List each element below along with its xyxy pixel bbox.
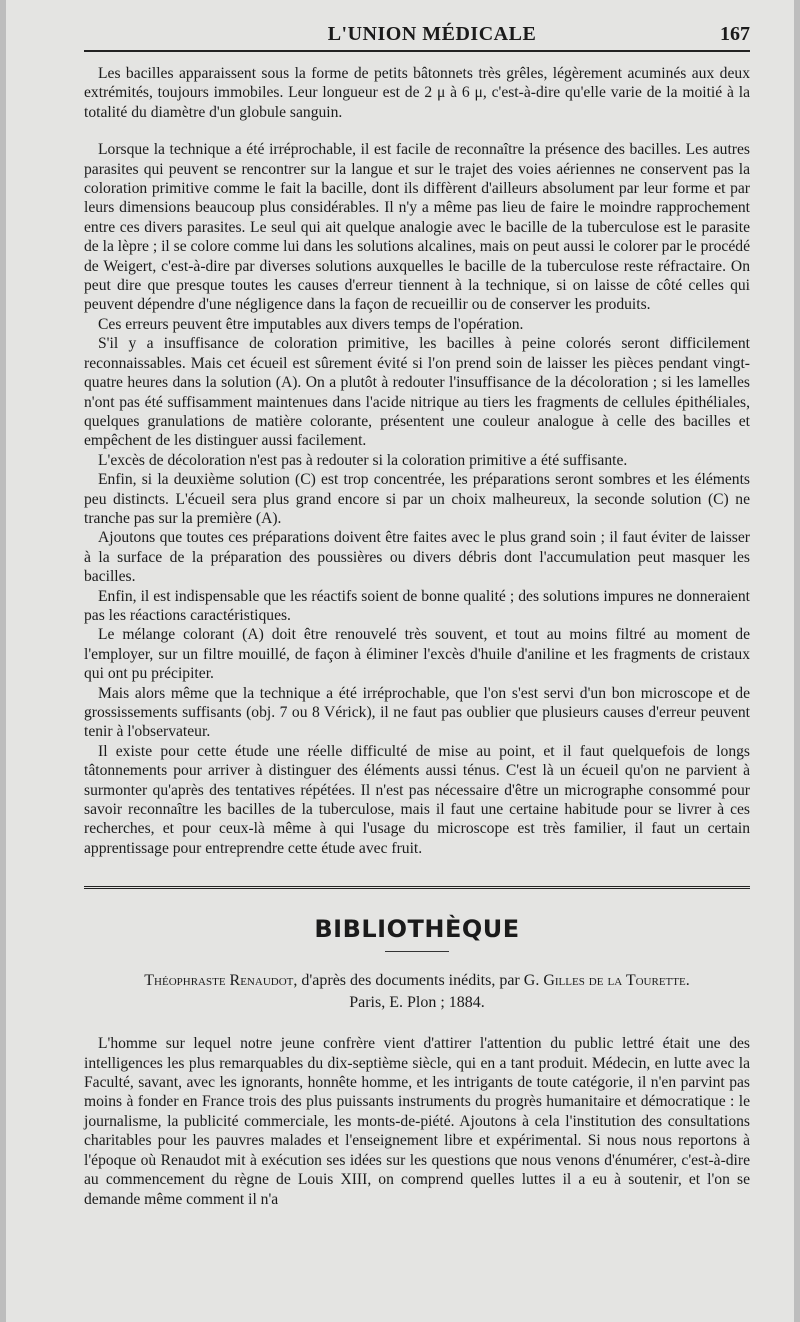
- citation-editor: Gilles de la Tourette: [543, 972, 686, 990]
- paragraph: Les bacilles apparaissent sous la forme de petits bâtonnets très grêles, légèrement acuminés aux deux extrémités, toujours immobiles. Leur longueur est de 2 μ à 6 μ, c'est-à-dire qu'elle varie de la moitié à la totalité du diamètre d'un globule sanguin.: [84, 65, 750, 121]
- review-body: [84, 1034, 750, 1209]
- paragraph: Il existe pour cette étude une réelle difficulté de mise au point, et il faut quelquefois de longs tâtonnements pour arriver à distinguer des éléments aussi ténus. C'est là un écueil qu'on ne parvient à surmonter qu'après des tentatives répétées. Il n'est pas nécessaire d'être un micrographe consommé pour savoir reconnaître les bacilles de la tuberculose, mais il faut une certaine habitude pour se livrer à ces recherches, et pour ceux-là même à qui l'usage du microscope est très familier, il faut un certain apprentissage pour entreprendre cette étude avec fruit.: [84, 742, 750, 857]
- paragraph: Ajoutons que toutes ces préparations doivent être faites avec le plus grand soin ; il faut éviter de laisser à la surface de la préparation des poussières ou divers débris dont l'accumulation peut masquer les bacilles.: [84, 529, 750, 586]
- citation-author: Théophraste Renaudot: [144, 972, 294, 990]
- journal-title: L'UNION MÉDICALE: [327, 23, 537, 45]
- heading-rule: [385, 951, 449, 952]
- paragraph: Enfin, il est indispensable que les réactifs soient de bonne qualité ; des solutions impures ne donneraient pas les réactions caractéristiques.: [84, 587, 750, 624]
- page-number: 167: [720, 23, 750, 45]
- citation-publisher: Paris, E. Plon ; 1884.: [349, 994, 485, 1012]
- review-paragraph: L'homme sur lequel notre jeune confrère vient d'attirer l'attention du public lettré était une des intelligences les plus remarquables du dix-septième siècle, qui en a tant produit. Médecin, en lutte avec la Faculté, savant, avec les ignorants, honnête homme, et les intrigants de toute catégorie, il n'en parvint pas moins à fonder en France trois des plus puissants instruments du progrès humanitaire et démocratique : le journalisme, la publicité commerciale, les monts-de-piété. Ajoutons à cela l'institution des consultations charitables pour les pauvres malades et l'enseignement libre et expérimental. Si nous nous reportons à l'époque où Renaudot mit à exécution ses idées sur les questions que nous venons d'énumérer, c'est-à-dire au commencement du règne de Louis XIII, on comprend quelles luttes il a eu à soutenir, et l'on se demande même comment il n'a: [84, 1035, 750, 1208]
- journal-page: [6, 0, 794, 1322]
- paragraph: L'excès de décoloration n'est pas à redouter si la coloration primitive a été suffisante.: [98, 451, 628, 469]
- book-citation: Théophraste Renaudot, d'après des documents inédits, par G. Gilles de la Tourette. Paris, E. Plon ; 1884.: [144, 972, 690, 1012]
- section-heading: BIBLIOTHÈQUE: [314, 915, 520, 944]
- citation-middle: , d'après des documents inédits, par G.: [293, 972, 544, 990]
- article-body: [84, 64, 750, 858]
- paragraph: Enfin, si la deuxième solution (C) est trop concentrée, les préparations seront sombres et les éléments peu distincts. L'écueil sera plus grand encore si par un choix malheureux, la seconde solution (C) ne tranche pas sur la première (A).: [84, 471, 750, 527]
- paragraph: S'il y a insuffisance de coloration primitive, les bacilles à peine colorés seront difficilement reconnaissables. Mais cet écueil est sûrement évité si l'on prend soin de laisser les pièces pendant vingt-quatre heures dans la solution (A). On a plutôt à redouter l'insuffisance de la décoloration ; si les lamelles n'ont pas été suffisamment maintenues dans l'acide nitrique au tiers les fragments de cellules épithéliales, quelques granulations de matière colorante, présentent une couleur analogue à celle des bacilles et empêchent de les distinguer aussi facilement.: [84, 335, 750, 450]
- paragraph: Lorsque la technique a été irréprochable, il est facile de reconnaître la présence des bacilles. Les autres parasites qui peuvent se rencontrer sur la langue et sur le trajet des voies aériennes ne conservent pas la coloration primitive comme le fait la bacille, dont ils diffèrent d'ailleurs absolument par leur forme et par leurs dimensions beaucoup plus considérables. Il n'y a même pas lieu de faire le moindre rapprochement entre ces divers parasites. Le seul qui ait quelque analogie avec le bacille de la tuberculose est le parasite de la lèpre ; il se colore comme lui dans les solutions alcalines, mais on peut aussi le colorer par le procédé de Weigert, c'est-à-dire par diverses solutions auxquelles le bacille de la tuberculose reste réfractaire. On peut dire que presque toutes les causes d'erreur tiennent à la technique, si on laisse de côté celles qui peuvent dépendre d'une négligence dans la façon de recueillir ou de conserver les produits.: [84, 141, 750, 314]
- running-header: [84, 0, 750, 52]
- paragraph: Le mélange colorant (A) doit être renouvelé très souvent, et tout au moins filtré au moment de l'employer, sur un filtre mouillé, de façon à éliminer l'excès d'huile d'aniline et les fragments de cristaux qui ont pu précipiter.: [84, 626, 750, 683]
- paragraph: Mais alors même que la technique a été irréprochable, que l'on s'est servi d'un bon microscope et de grossissements suffisants (obj. 7 ou 8 Vérick), il ne faut pas oublier que plusieurs causes d'erreur peuvent tenir à l'observateur.: [84, 684, 750, 741]
- section-divider: [84, 886, 750, 893]
- paragraph: Ces erreurs peuvent être imputables aux divers temps de l'opération.: [98, 315, 524, 333]
